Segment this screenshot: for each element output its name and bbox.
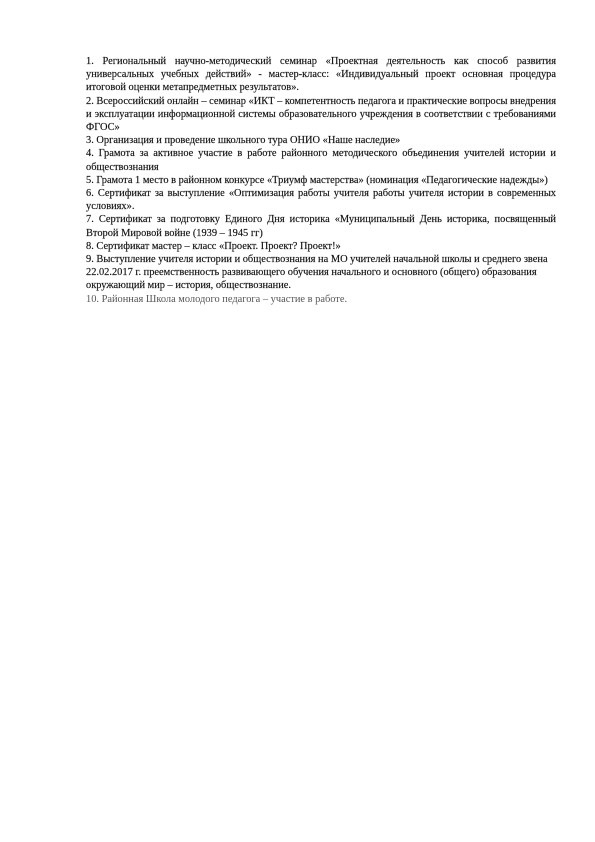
list-item-9: 9. Выступление учителя истории и обществознания на МО учителей начальной школы и среднего звена 22.02.2017 г. преемственность развивающего обучения начального и основного (общего) образования окружающий мир – история, обществознание. — [86, 254, 548, 292]
list-item-6: 6. Сертификат за выступление «Оптимизация работы учителя работы учителя истории в современных условиях». — [86, 188, 556, 213]
list-item-10: 10. Районная Школа молодого педагога – участие в работе. — [86, 293, 348, 305]
list-item-1: 1. Региональный научно-методический семинар «Проектная деятельность как способ развития универсальных учебных действий» - мастер-класс: «Индивидуальный проект основная процедура итоговой оценки метапредметных результатов». — [86, 56, 556, 94]
document-body — [86, 55, 556, 306]
list-item-2: 2. Всероссийский онлайн – семинар «ИКТ – компетентность педагога и практические вопросы внедрения и эксплуатации информационной системы образовательного учреждения в соответствии с требованиями ФГОС» — [86, 95, 556, 134]
list-item-8: 8. Сертификат мастер – класс «Проект. Проект? Проект!» — [86, 240, 341, 252]
list-item-7: 7. Сертификат за подготовку Единого Дня историка «Муниципальный День историка, посвященный Второй Мировой войне (1939 – 1945 гг) — [86, 214, 556, 239]
list-item-3: 3. Организация и проведение школьного тура ОНИО «Наше наследие» — [86, 135, 401, 147]
list-item-4: 4. Грамота за активное участие в работе районного методического объединения учителей истории и обществознания — [86, 148, 556, 173]
list-item-5: 5. Грамота 1 место в районном конкурсе «Триумф мастерства» (номинация «Педагогические надежды») — [86, 174, 548, 186]
